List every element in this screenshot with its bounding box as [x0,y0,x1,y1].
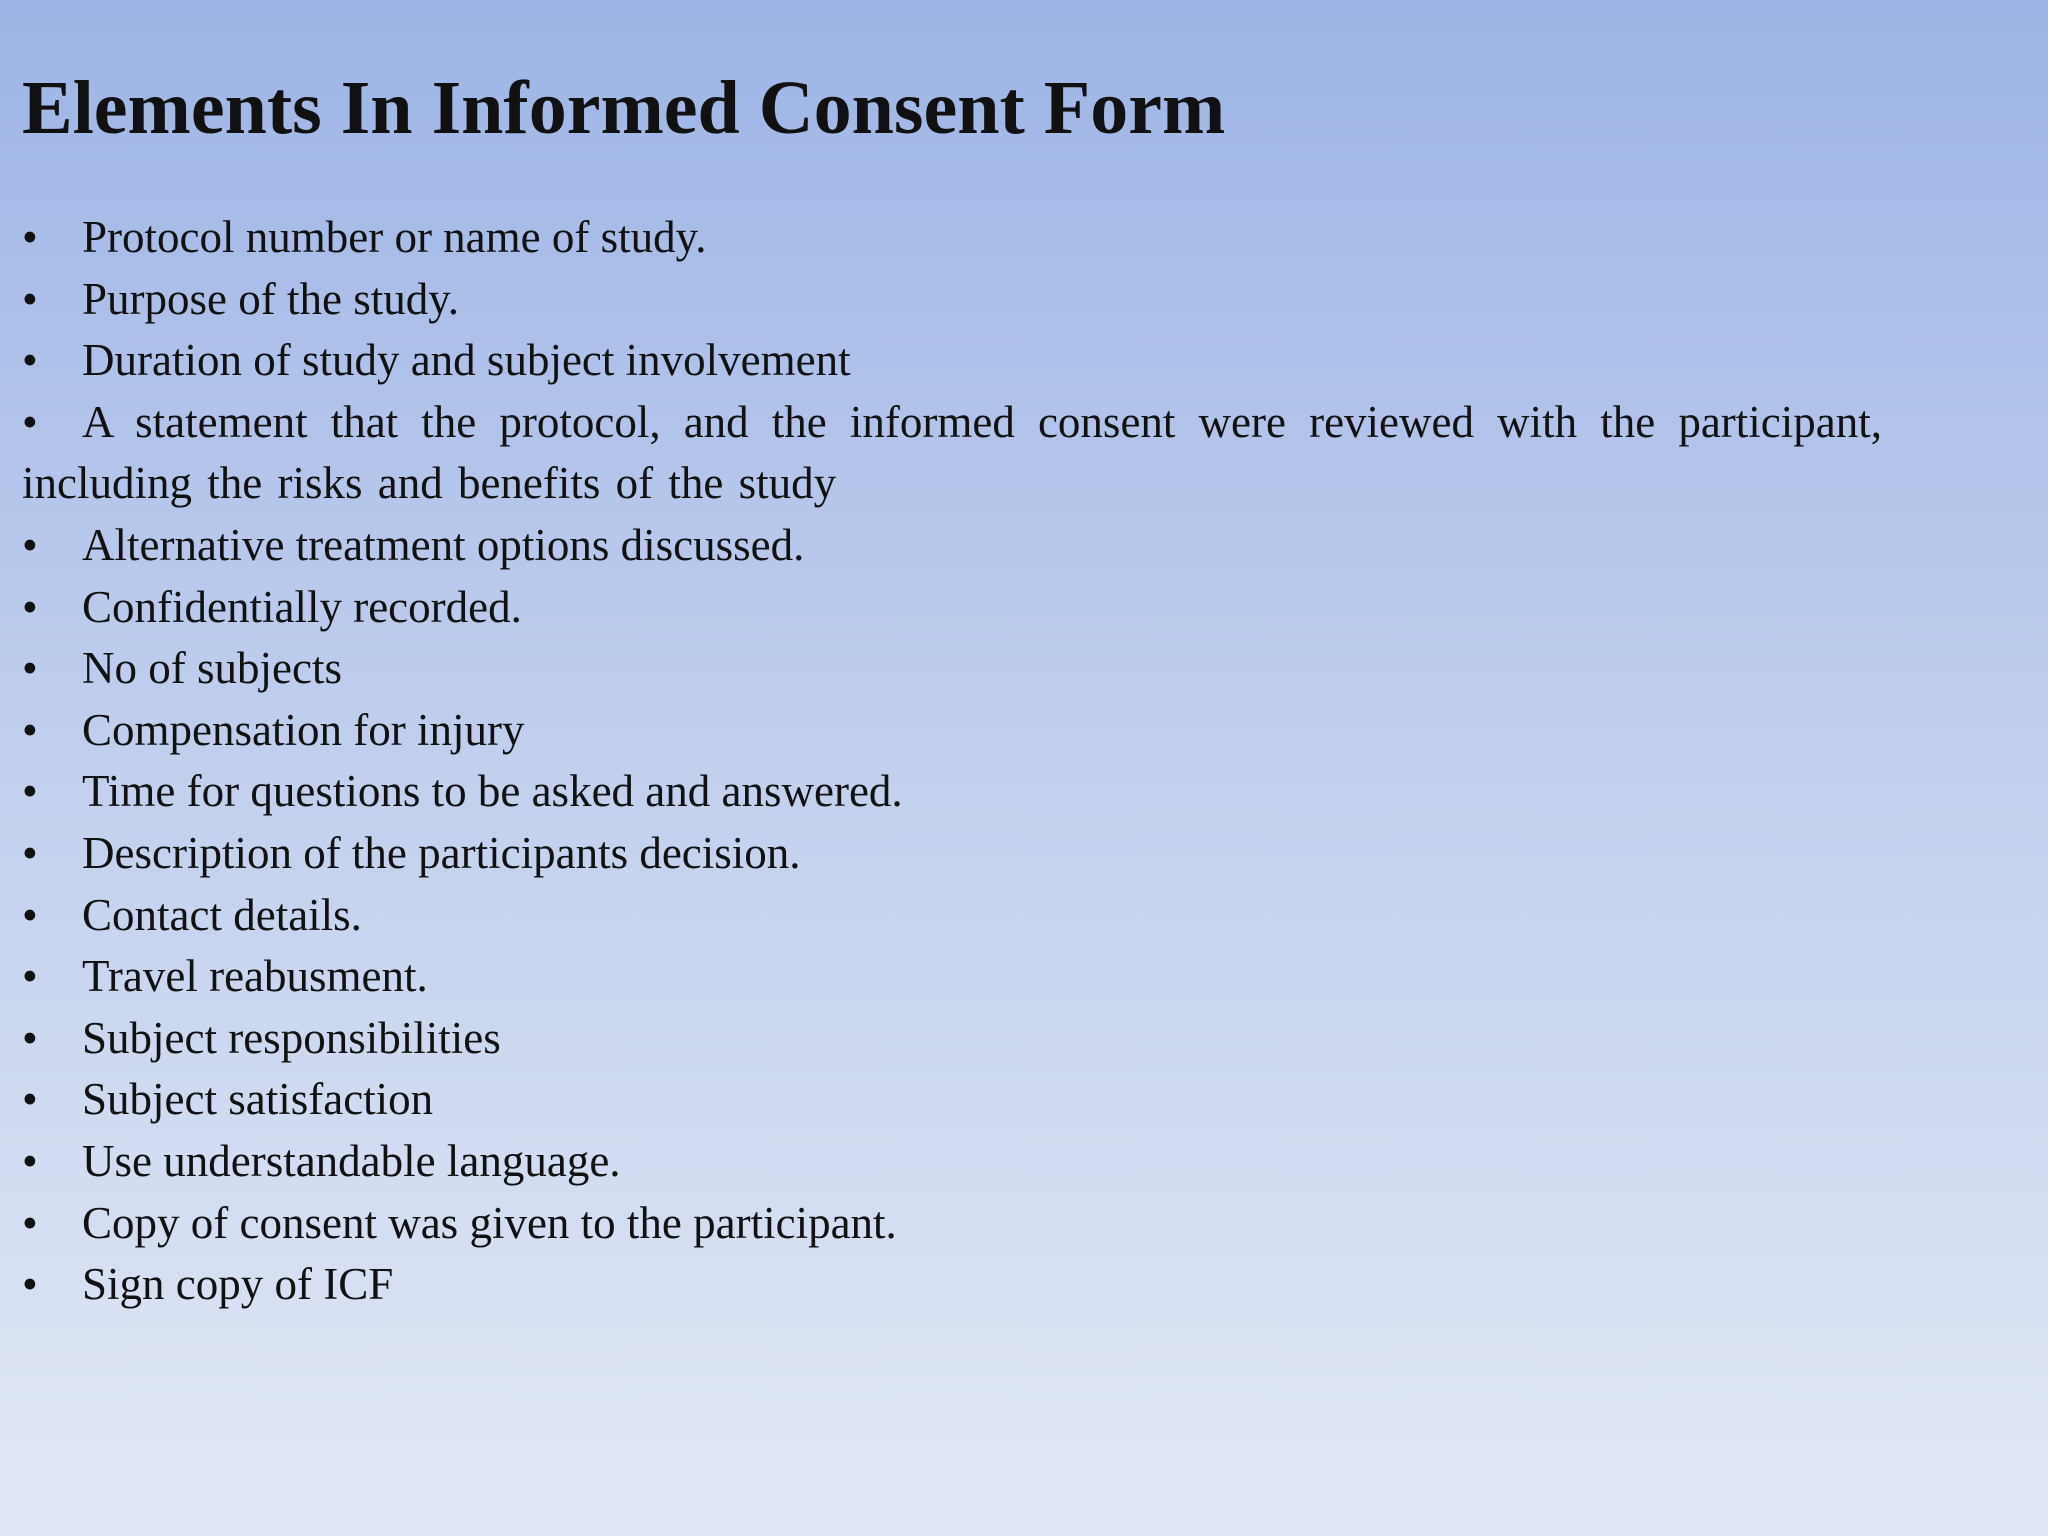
list-item [22,515,1882,577]
bullet-marker: • [22,704,38,755]
bullet-marker: • [22,766,38,817]
bullet-marker: • [22,396,38,447]
list-item [22,207,1882,269]
list-item-text: A statement that the protocol, and the informed consent were reviewed with the participant, including the risks and benefits of the study [22,396,1882,509]
list-item [22,330,1882,392]
bullet-marker: • [22,212,38,262]
bullet-marker: • [22,643,38,694]
list-item-text: Time for questions to be asked and answered. [82,766,903,817]
list-item [22,269,1882,331]
bullet-marker: • [22,951,38,1002]
bullet-marker: • [22,1197,38,1248]
list-item [22,577,1882,639]
list-item [22,946,1882,1008]
list-item [22,1008,1882,1070]
slide-title: Elements In Informed Consent Form [22,66,1226,150]
list-item-text: Copy of consent was given to the participant. [82,1197,897,1248]
list-item-text: Description of the participants decision. [82,827,801,878]
list-item [22,638,1882,700]
bullet-marker: • [22,827,38,878]
list-item-text: Confidentially recorded. [82,581,522,632]
list-item-text: Subject responsibilities [82,1012,501,1063]
bullet-marker: • [22,1135,38,1186]
list-item [22,1193,1882,1255]
bullet-marker: • [22,519,38,570]
bullet-marker: • [22,335,38,386]
bullet-marker: • [22,1074,38,1125]
bullet-marker: • [22,581,38,632]
list-item-text: Purpose of the study. [82,273,460,324]
bullet-list [22,207,1882,1316]
list-item [22,1254,1882,1316]
list-item-text: Contact details. [82,889,362,940]
bullet-marker: • [22,889,38,940]
list-item [22,700,1882,762]
list-item [22,1131,1882,1193]
bullet-marker: • [22,1259,38,1310]
bullet-marker: • [22,273,38,324]
list-item-text: Sign copy of ICF [82,1259,394,1310]
list-item-text: Compensation for injury [82,704,525,755]
list-item-text: Alternative treatment options discussed. [82,519,805,570]
list-item-text: Travel reabusment. [82,951,428,1002]
bullet-marker: • [22,1012,38,1063]
list-item [22,823,1882,885]
list-item [22,1069,1882,1131]
list-item [22,761,1882,823]
list-item-text: Use understandable language. [82,1135,621,1186]
list-item-text: Duration of study and subject involvement [82,335,851,386]
list-item-text: Protocol number or name of study. [82,212,707,262]
list-item [22,885,1882,947]
list-item-text: No of subjects [82,643,342,694]
list-item [22,392,1882,515]
list-item-text: Subject satisfaction [82,1074,434,1125]
